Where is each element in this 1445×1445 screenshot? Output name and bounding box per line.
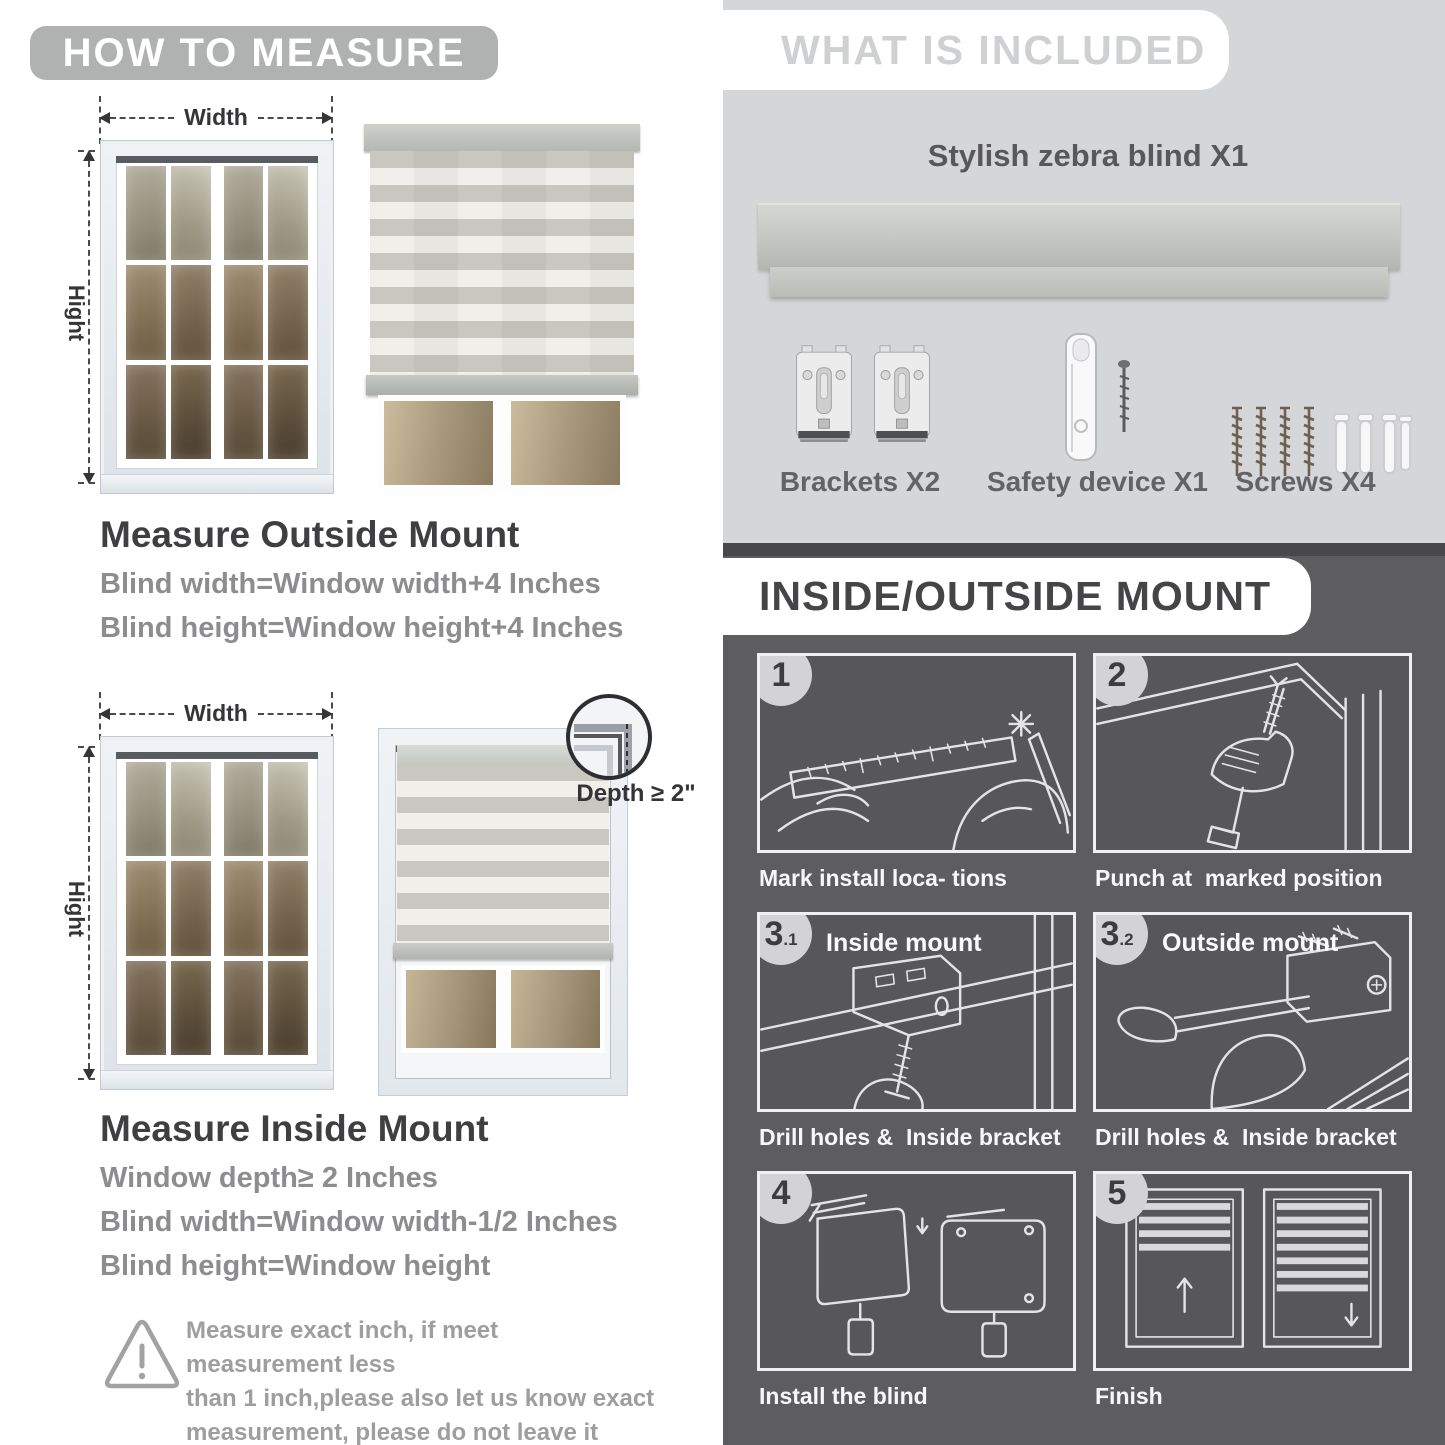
product-name: Stylish zebra blind X1 bbox=[927, 138, 1249, 173]
up-arrow-icon bbox=[83, 746, 95, 757]
window-pane bbox=[268, 762, 308, 856]
zebra-blind-outside-photo bbox=[364, 124, 640, 496]
step-3-1 bbox=[757, 912, 1076, 1171]
step-3-1-badge: 3 .1 bbox=[757, 912, 812, 965]
inside-rule-width: Blind width=Window width-1/2 Inches bbox=[100, 1206, 618, 1238]
how-to-measure-title: HOW TO MEASURE bbox=[62, 30, 466, 75]
safety-device-icon bbox=[1048, 330, 1148, 470]
step-3-2-caption: Drill holes & Inside bracket bbox=[1095, 1124, 1397, 1150]
window-pane bbox=[224, 762, 264, 856]
window-pane bbox=[171, 365, 211, 459]
bracket-icon bbox=[791, 342, 857, 454]
window-casement bbox=[220, 758, 313, 1059]
width-dimension bbox=[99, 700, 333, 727]
step-3-2 bbox=[1093, 912, 1412, 1171]
step-4-badge: 4 bbox=[757, 1171, 812, 1224]
window-pane bbox=[224, 861, 264, 955]
window-pane bbox=[126, 961, 166, 1055]
window-top-shadow bbox=[116, 156, 318, 163]
window-photo-outside bbox=[100, 140, 334, 494]
width-label: Width bbox=[184, 104, 248, 130]
step-1-caption: Mark install loca- tions bbox=[759, 865, 1007, 891]
down-arrow-icon bbox=[83, 473, 95, 484]
window-pane bbox=[268, 365, 308, 459]
window-pane bbox=[126, 166, 166, 260]
window-pane bbox=[224, 961, 264, 1055]
window-pane bbox=[126, 365, 166, 459]
instruction-steps-grid bbox=[757, 653, 1412, 1430]
step-1-figure bbox=[757, 653, 1076, 853]
depth-label: Depth ≥ 2" bbox=[576, 780, 696, 807]
window-pane bbox=[171, 861, 211, 955]
blind-headrail bbox=[364, 124, 640, 151]
window-pane bbox=[126, 265, 166, 359]
step-5-figure bbox=[1093, 1171, 1412, 1371]
screws-label: Screws X4 bbox=[1235, 466, 1376, 497]
right-arrow-icon bbox=[322, 708, 333, 720]
step-2-badge: 2 bbox=[1093, 653, 1148, 706]
blind-headrail-lower-bar bbox=[770, 267, 1388, 297]
step-1 bbox=[757, 653, 1076, 912]
window-below-blind bbox=[378, 395, 626, 491]
window-sill bbox=[101, 1070, 333, 1089]
step-3-2-figure bbox=[1093, 912, 1412, 1112]
outside-rule-height: Blind height=Window height+4 Inches bbox=[100, 612, 624, 644]
blind-bottom-rail bbox=[393, 943, 613, 959]
blind-headrail-illustration bbox=[758, 203, 1400, 269]
window-casement bbox=[122, 758, 215, 1059]
brackets-label: Brackets X2 bbox=[779, 466, 941, 497]
step-2-figure bbox=[1093, 653, 1412, 853]
depth-magnifier-circle bbox=[566, 694, 652, 780]
mount-header bbox=[723, 558, 1311, 635]
measurement-warning-text: Measure exact inch, if meet measurement less than 1 inch,please also let us know exact measurement, please do not leave it bbox=[186, 1317, 655, 1445]
window-pane bbox=[171, 166, 211, 260]
window-pane bbox=[224, 365, 264, 459]
exclamation-triangle-icon bbox=[102, 1316, 182, 1394]
step-4-figure bbox=[757, 1171, 1076, 1371]
step-5 bbox=[1093, 1171, 1412, 1430]
window-pane bbox=[268, 166, 308, 260]
how-to-measure-header bbox=[30, 26, 498, 80]
window-casement bbox=[122, 162, 215, 463]
window-photo-inside bbox=[100, 736, 334, 1090]
step-5-badge: 5 bbox=[1093, 1171, 1148, 1224]
height-label: Hight bbox=[64, 880, 90, 938]
step-3-1-figure bbox=[757, 912, 1076, 1112]
step-5-caption: Finish bbox=[1095, 1383, 1163, 1409]
window-pane bbox=[126, 762, 166, 856]
step-3-2-label: Outside mount bbox=[1162, 929, 1339, 957]
safety-device-label: Safety device X1 bbox=[986, 466, 1209, 497]
left-arrow-icon bbox=[99, 112, 110, 124]
window-pane bbox=[224, 166, 264, 260]
height-label: Hight bbox=[64, 284, 90, 342]
window-pane bbox=[268, 265, 308, 359]
window-below-blind bbox=[401, 965, 605, 1053]
panel-divider bbox=[723, 543, 1445, 556]
window-pane bbox=[268, 961, 308, 1055]
mount-instructions-panel bbox=[723, 543, 1445, 1445]
step-3-2-badge: 3 .2 bbox=[1093, 912, 1148, 965]
inside-rule-depth: Window depth≥ 2 Inches bbox=[100, 1162, 438, 1194]
blind-striped-shade bbox=[370, 151, 634, 375]
what-is-included-title: WHAT IS INCLUDED bbox=[781, 26, 1207, 73]
width-dimension bbox=[99, 104, 333, 131]
window-casement bbox=[220, 162, 313, 463]
window-pane bbox=[171, 961, 211, 1055]
mount-title: INSIDE/OUTSIDE MOUNT bbox=[759, 573, 1272, 619]
what-is-included-panel bbox=[723, 0, 1445, 543]
width-label: Width bbox=[184, 700, 248, 726]
down-arrow-icon bbox=[83, 1069, 95, 1080]
inside-rule-height: Blind height=Window height bbox=[100, 1250, 491, 1282]
bracket-icon bbox=[869, 342, 935, 454]
right-arrow-icon bbox=[322, 112, 333, 124]
window-top-shadow bbox=[116, 752, 318, 759]
step-2 bbox=[1093, 653, 1412, 912]
corner-detail-drawing bbox=[570, 698, 648, 776]
outside-rule-width: Blind width=Window width+4 Inches bbox=[100, 568, 601, 600]
window-pane bbox=[268, 861, 308, 955]
blind-bottom-rail bbox=[366, 375, 638, 395]
what-is-included-header bbox=[723, 10, 1229, 90]
step-3-1-caption: Drill holes & Inside bracket bbox=[759, 1124, 1061, 1150]
window-sill bbox=[101, 474, 333, 493]
step-4-caption: Install the blind bbox=[759, 1383, 928, 1409]
step-1-badge: 1 bbox=[757, 653, 812, 706]
window-pane bbox=[171, 762, 211, 856]
step-3-1-label: Inside mount bbox=[826, 929, 982, 957]
left-arrow-icon bbox=[99, 708, 110, 720]
window-pane bbox=[126, 861, 166, 955]
step-2-caption: Punch at marked position bbox=[1095, 865, 1383, 891]
window-pane bbox=[224, 265, 264, 359]
inside-mount-title: Measure Inside Mount bbox=[100, 1108, 489, 1149]
step-4 bbox=[757, 1171, 1076, 1430]
outside-mount-title: Measure Outside Mount bbox=[100, 514, 520, 555]
up-arrow-icon bbox=[83, 150, 95, 161]
window-pane bbox=[171, 265, 211, 359]
